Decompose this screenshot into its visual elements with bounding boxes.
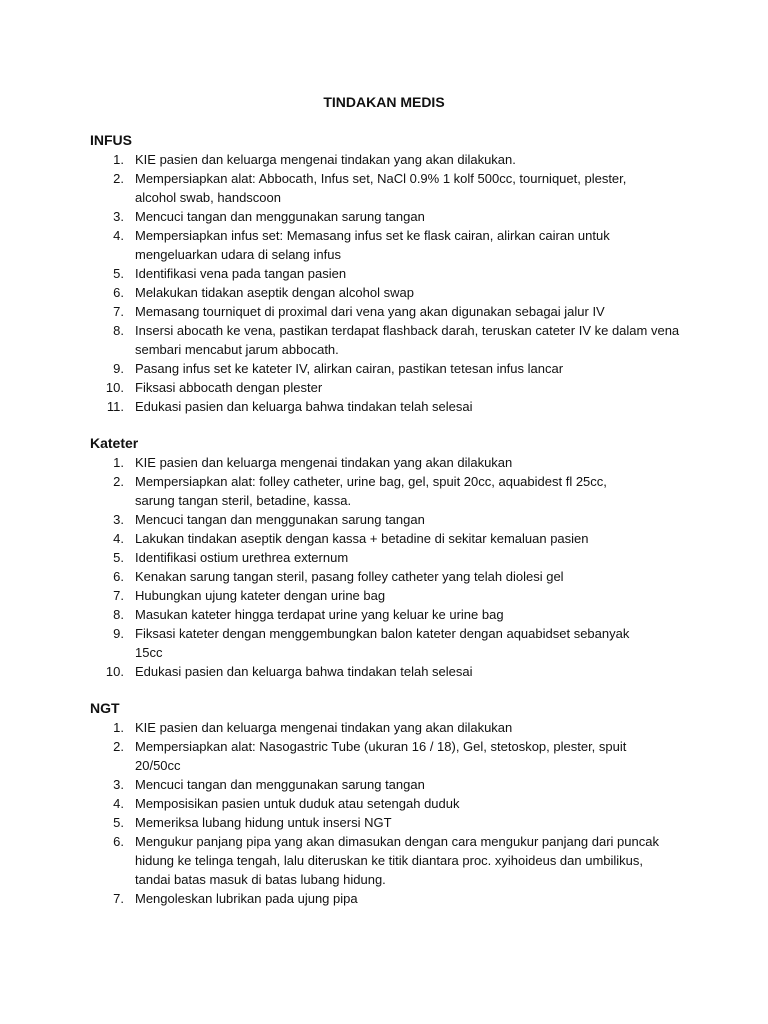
step-number: 1. <box>113 720 124 735</box>
step-text: Mempersiapkan alat: Abbocath, Infus set, NaCl 0.9% 1 kolf 500cc, tourniquet, plester, alcohol swab, handscoon <box>135 171 627 205</box>
step-text: Memposisikan pasien untuk duduk atau setengah duduk <box>135 796 460 811</box>
step-number: 1. <box>113 152 124 167</box>
list-item <box>90 510 690 529</box>
step-number: 4. <box>113 228 124 243</box>
step-text: Identifikasi ostium urethrea externum <box>135 550 349 565</box>
list-item <box>90 283 690 302</box>
list-item <box>90 794 690 813</box>
step-number: 7. <box>113 588 124 603</box>
list-item <box>90 586 690 605</box>
list-item <box>90 567 690 586</box>
section-ngt <box>90 699 690 908</box>
list-item <box>90 889 690 908</box>
step-number: 7. <box>113 304 124 319</box>
step-text: Melakukan tidakan aseptik dengan alcohol swap <box>135 285 414 300</box>
step-number: 9. <box>113 361 124 376</box>
step-text: Fiksasi abbocath dengan plester <box>135 380 323 395</box>
step-text: Insersi abocath ke vena, pastikan terdapat flashback darah, teruskan cateter IV ke dalam vena sembari mencabut jarum abbocath. <box>135 323 680 357</box>
section-heading: NGT <box>90 700 120 716</box>
step-number: 2. <box>113 474 124 489</box>
list-item <box>90 321 690 359</box>
step-text: Mempersiapkan alat: Nasogastric Tube (ukuran 16 / 18), Gel, stetoskop, plester, spuit 20/50cc <box>135 739 627 773</box>
step-text: Edukasi pasien dan keluarga bahwa tindakan telah selesai <box>135 399 473 414</box>
list-item <box>90 548 690 567</box>
step-text: Edukasi pasien dan keluarga bahwa tindakan telah selesai <box>135 664 473 679</box>
list-item <box>90 472 690 510</box>
step-list <box>90 718 690 908</box>
step-number: 3. <box>113 512 124 527</box>
list-item <box>90 397 690 416</box>
step-number: 3. <box>113 209 124 224</box>
list-item <box>90 169 690 207</box>
step-text: Mempersiapkan alat: folley catheter, urine bag, gel, spuit 20cc, aquabidest fl 25cc, sarung tangan steril, betadine, kassa. <box>135 474 607 508</box>
step-text: Pasang infus set ke kateter IV, alirkan cairan, pastikan tetesan infus lancar <box>135 361 564 376</box>
step-text: Memeriksa lubang hidung untuk insersi NGT <box>135 815 392 830</box>
list-item <box>90 264 690 283</box>
step-text: KIE pasien dan keluarga mengenai tindakan yang akan dilakukan <box>135 720 513 735</box>
step-text: Identifikasi vena pada tangan pasien <box>135 266 347 281</box>
step-text: Hubungkan ujung kateter dengan urine bag <box>135 588 386 603</box>
step-number: 9. <box>113 626 124 641</box>
step-number: 2. <box>113 739 124 754</box>
list-item <box>90 737 690 775</box>
step-text: KIE pasien dan keluarga mengenai tindakan yang akan dilakukan. <box>135 152 516 167</box>
list-item <box>90 624 690 662</box>
step-number: 8. <box>113 323 124 338</box>
step-number: 5. <box>113 266 124 281</box>
step-text: Fiksasi kateter dengan menggembungkan balon kateter dengan aquabidset sebanyak 15cc <box>135 626 630 660</box>
list-item <box>90 718 690 737</box>
section-kateter <box>90 434 690 681</box>
list-item <box>90 832 690 889</box>
step-text: Lakukan tindakan aseptik dengan kassa + betadine di sekitar kemaluan pasien <box>135 531 589 546</box>
list-item <box>90 226 690 264</box>
step-number: 3. <box>113 777 124 792</box>
document-title: TINDAKAN MEDIS <box>323 94 445 110</box>
list-item <box>90 207 690 226</box>
step-number: 4. <box>113 796 124 811</box>
list-item <box>90 775 690 794</box>
step-number: 5. <box>113 550 124 565</box>
step-number: 1. <box>113 455 124 470</box>
list-item <box>90 359 690 378</box>
list-item <box>90 150 690 169</box>
step-text: Masukan kateter hingga terdapat urine yang keluar ke urine bag <box>135 607 504 622</box>
step-number: 10. <box>105 380 124 395</box>
step-text: Mengoleskan lubrikan pada ujung pipa <box>135 891 358 906</box>
step-number: 7. <box>113 891 124 906</box>
list-item <box>90 605 690 624</box>
step-number: 10. <box>105 664 124 679</box>
step-text: Mengukur panjang pipa yang akan dimasukan dengan cara mengukur panjang dari puncak hidung ke telinga tengah, lalu diteruskan ke titik diantara proc. xyihoideus dan umbilikus, tandai batas masuk di batas lubang hidung. <box>135 834 659 887</box>
list-item <box>90 662 690 681</box>
list-item <box>90 813 690 832</box>
step-number: 4. <box>113 531 124 546</box>
step-text: KIE pasien dan keluarga mengenai tindakan yang akan dilakukan <box>135 455 513 470</box>
step-number: 5. <box>113 815 124 830</box>
step-text: Kenakan sarung tangan steril, pasang folley catheter yang telah diolesi gel <box>135 569 564 584</box>
step-number: 6. <box>113 834 124 849</box>
step-list <box>90 150 690 416</box>
step-text: Memasang tourniquet di proximal dari vena yang akan digunakan sebagai jalur IV <box>135 304 605 319</box>
step-text: Mencuci tangan dan menggunakan sarung tangan <box>135 209 425 224</box>
list-item <box>90 453 690 472</box>
step-number: 8. <box>113 607 124 622</box>
step-text: Mempersiapkan infus set: Memasang infus set ke flask cairan, alirkan cairan untuk mengeluarkan udara di selang infus <box>135 228 610 262</box>
step-text: Mencuci tangan dan menggunakan sarung tangan <box>135 512 425 527</box>
section-heading: INFUS <box>90 132 132 148</box>
step-number: 6. <box>113 285 124 300</box>
section-infus <box>90 131 690 416</box>
list-item <box>90 529 690 548</box>
section-heading: Kateter <box>90 435 139 451</box>
step-number: 6. <box>113 569 124 584</box>
step-number: 2. <box>113 171 124 186</box>
step-number: 11. <box>106 399 124 414</box>
step-text: Mencuci tangan dan menggunakan sarung tangan <box>135 777 425 792</box>
step-list <box>90 453 690 681</box>
list-item <box>90 302 690 321</box>
list-item <box>90 378 690 397</box>
